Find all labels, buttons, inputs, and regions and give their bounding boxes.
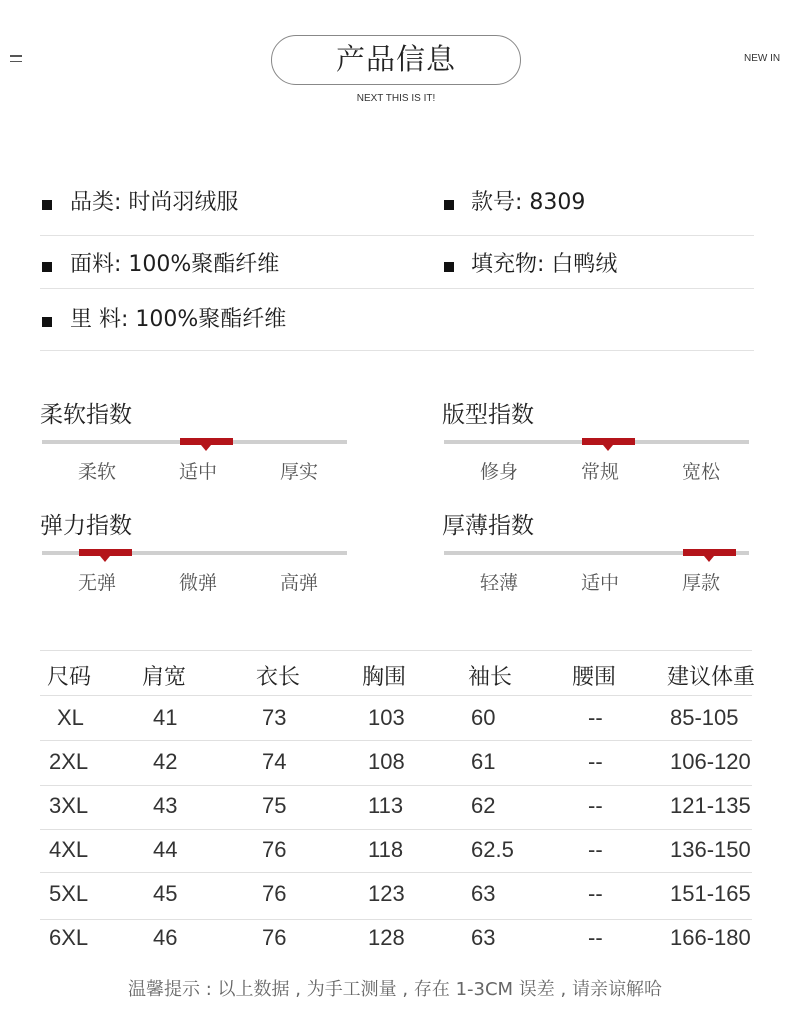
divider	[40, 235, 754, 236]
table-cell: 136-150	[670, 837, 751, 862]
index-scale-label: 柔软	[77, 461, 116, 483]
table-cell: 128	[368, 925, 405, 950]
table-divider	[40, 872, 752, 873]
table-cell: 62.5	[471, 837, 514, 862]
info-filling: 填充物: 白鸭绒	[471, 252, 618, 277]
table-header-cell: 尺码	[47, 665, 92, 690]
table-cell: 46	[153, 925, 178, 950]
table-cell: --	[588, 925, 603, 950]
info-category: 品类: 时尚羽绒服	[70, 190, 239, 215]
table-cell: 76	[262, 925, 287, 950]
index-scale-label: 高弹	[279, 572, 318, 594]
table-header-cell: 胸围	[362, 665, 407, 690]
divider	[40, 288, 754, 289]
table-cell: 6XL	[49, 925, 89, 950]
table-cell: 41	[153, 705, 178, 730]
table-cell: 75	[262, 793, 287, 818]
table-cell: 3XL	[49, 793, 89, 818]
table-cell: --	[588, 881, 603, 906]
index-scale-label: 厚实	[279, 461, 318, 483]
page-subtitle: NEXT THIS IS IT!	[356, 93, 436, 104]
page-title: 产品信息	[271, 35, 521, 85]
measurement-note: 温馨提示 : 以上数据 , 为手工测量 , 存在 1-3CM 误差 , 请亲谅解哈	[128, 979, 662, 1000]
table-divider	[40, 650, 752, 651]
table-cell: 44	[153, 837, 178, 862]
index-scale-marker	[582, 438, 635, 445]
table-header-cell: 肩宽	[142, 665, 187, 690]
table-cell: --	[588, 793, 603, 818]
index-scale-label: 适中	[178, 461, 217, 483]
table-divider	[40, 829, 752, 830]
index-title: 弹力指数	[40, 513, 132, 539]
index-scale-marker	[180, 438, 233, 445]
table-cell: 74	[262, 749, 287, 774]
info-fabric: 面料: 100%聚酯纤维	[70, 252, 280, 277]
bullet-icon	[42, 200, 52, 210]
table-cell: 108	[368, 749, 405, 774]
table-cell: 2XL	[49, 749, 89, 774]
table-cell: 76	[262, 837, 287, 862]
index-scale-label: 轻薄	[479, 572, 518, 594]
table-cell: 106-120	[670, 749, 751, 774]
table-cell: 45	[153, 881, 178, 906]
table-header-cell: 建议体重	[667, 665, 756, 690]
table-divider	[40, 785, 752, 786]
table-cell: 123	[368, 881, 405, 906]
table-divider	[40, 740, 752, 741]
table-cell: 5XL	[49, 881, 89, 906]
table-cell: 62	[471, 793, 496, 818]
table-cell: --	[588, 705, 603, 730]
table-cell: --	[588, 749, 603, 774]
bullet-icon	[42, 262, 52, 272]
table-cell: 60	[471, 705, 496, 730]
info-lining: 里 料: 100%聚酯纤维	[70, 307, 287, 332]
table-divider	[40, 919, 752, 920]
table-header-cell: 袖长	[468, 665, 513, 690]
table-cell: 43	[153, 793, 178, 818]
table-cell: 4XL	[49, 837, 89, 862]
index-marker-notch	[100, 556, 110, 562]
table-cell: 85-105	[670, 705, 739, 730]
menu-icon[interactable]	[10, 55, 22, 64]
table-cell: 73	[262, 705, 287, 730]
index-scale-label: 无弹	[77, 572, 116, 594]
table-cell: 121-135	[670, 793, 751, 818]
index-scale-label: 厚款	[681, 572, 720, 594]
index-title: 版型指数	[442, 402, 534, 428]
table-cell: 76	[262, 881, 287, 906]
info-style-no: 款号: 8309	[471, 190, 586, 215]
index-scale-label: 宽松	[681, 461, 720, 483]
index-scale-label: 修身	[479, 461, 518, 483]
index-scale-label: 微弹	[178, 572, 217, 594]
table-cell: 113	[368, 793, 404, 818]
table-cell: 103	[368, 705, 405, 730]
bullet-icon	[42, 317, 52, 327]
table-cell: XL	[57, 705, 84, 730]
table-divider	[40, 695, 752, 696]
table-cell: 151-165	[670, 881, 751, 906]
table-header-cell: 腰围	[572, 665, 617, 690]
index-title: 柔软指数	[40, 402, 132, 428]
bullet-icon	[444, 200, 454, 210]
index-scale-marker	[683, 549, 736, 556]
table-cell: 118	[368, 837, 404, 862]
index-marker-notch	[603, 445, 613, 451]
table-cell: 166-180	[670, 925, 751, 950]
table-cell: 63	[471, 881, 496, 906]
index-title: 厚薄指数	[442, 513, 534, 539]
index-scale-marker	[79, 549, 132, 556]
table-cell: --	[588, 837, 603, 862]
table-cell: 42	[153, 749, 178, 774]
divider	[40, 350, 754, 351]
index-scale-label: 适中	[580, 572, 619, 594]
table-cell: 61	[471, 749, 496, 774]
table-header-cell: 衣长	[256, 665, 301, 690]
table-cell: 63	[471, 925, 496, 950]
index-marker-notch	[704, 556, 714, 562]
bullet-icon	[444, 262, 454, 272]
new-in-label: NEW IN	[744, 53, 781, 64]
index-scale-label: 常规	[580, 461, 619, 483]
index-marker-notch	[201, 445, 211, 451]
